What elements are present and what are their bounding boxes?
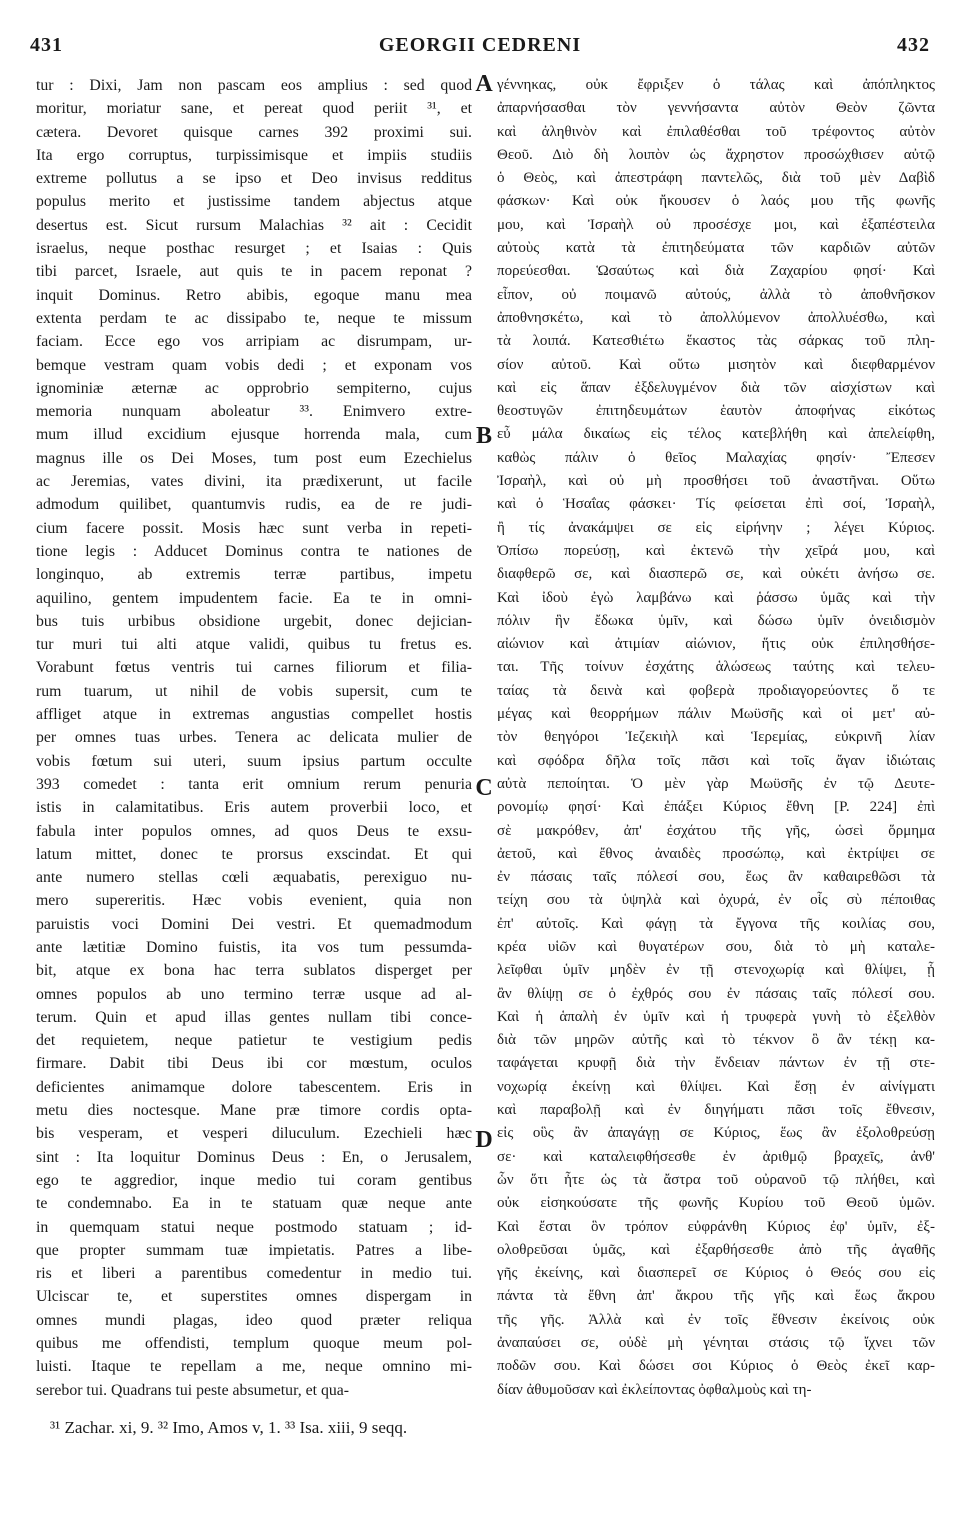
latin-text-line: tibi parcet, Israele, aut quis te in pacem reponat ? bbox=[36, 263, 472, 281]
latin-text-line: bus tuis urbibus obsidione urgebit, donec dejician- bbox=[36, 612, 472, 630]
latin-text-line: in quemquam statui neque postmodo statuam ; id- bbox=[36, 1218, 472, 1236]
greek-text-line: τὰ λοιπά. Κατεσθιέτω ἕκαστος τὰς σάρκας τοῦ πλη- bbox=[497, 333, 935, 350]
greek-text-line: μέγας καὶ θεορρήμων πάλιν Μωϋσῆς καὶ οἱ μετ' αὐ- bbox=[497, 706, 935, 723]
latin-text-line: Vorabunt fœtus ventris tui carnes filiorum et filia- bbox=[36, 659, 472, 677]
latin-text-line: fabula inter populos omnes, ad quos Deus te exsu- bbox=[36, 822, 472, 840]
latin-text-line: mum illud excidium ejusque horrenda mala, cum bbox=[36, 426, 472, 444]
latin-text-line: tione legis : Adducet Dominus contra te nationes de bbox=[36, 542, 472, 560]
latin-text-line: ac Jeremias, vates divini, ita prædixerunt, ut facile bbox=[36, 473, 472, 491]
latin-text-line: luisti. Itaque te repellam a me, neque omnino mi- bbox=[36, 1358, 472, 1376]
greek-text-line: τὸν θεηγόροι Ἰεζεκιὴλ καὶ Ἱερεμίας, εὐκρινῆ λίαν bbox=[497, 729, 935, 746]
greek-text-line: Καὶ ἰδοὺ ἐγὼ λαμβάνω καὶ ῥάσσω ὑμᾶς καὶ τὴν bbox=[497, 589, 935, 606]
greek-text-line: ἀναπαύσει σε, οὐδὲ μὴ γένηται στάσις τῷ ἴχνει τῶν bbox=[497, 1335, 935, 1352]
greek-text-line: ταίας τὰ δεινὰ καὶ φοβερὰ προδιαγορεύοντες ὅ τε bbox=[497, 682, 935, 699]
greek-text-line: καὶ ἀληθινὸν καὶ ἐπιλαθέσθαι τοῦ τρέφοντος αὐτὸν bbox=[497, 123, 935, 140]
latin-text-line: sint : Ita loquitur Dominus Deus : En, o Jerusalem, bbox=[36, 1148, 472, 1166]
latin-text-line: bis vesperam, et vesperi diluculum. Ezechieli hæc bbox=[36, 1125, 472, 1143]
greek-text-line: ρονομίῳ φησί· Καὶ ἐπάξει Κύριος ἔθνη [P. 224] ἐπὶ bbox=[497, 799, 935, 816]
greek-text-line: ἀποθνησκέτω, καὶ τὸ ἀπολλύμενον ἀπολλυέσθω, καὶ bbox=[497, 309, 935, 326]
greek-text-line: πάντα τὰ ἔθνη ἀπ' ἄκρου τῆς γῆς καὶ ἕως ἄκρου bbox=[497, 1288, 935, 1305]
running-header bbox=[30, 34, 930, 64]
greek-text-line: διαφθερῶ σε, καὶ διασπερῶ σε, καὶ οὐκέτι ἀνήσω σε. bbox=[497, 566, 935, 583]
section-marker-b: B bbox=[475, 423, 492, 449]
latin-text-line: det requietem, neque patietur te vestigium pedis bbox=[36, 1032, 472, 1050]
latin-text-line: inquit Dominus. Retro abibis, egoque manu mea bbox=[36, 286, 472, 304]
greek-text-line: Καὶ ἡ ἁπαλὴ ἐν ὑμῖν καὶ ἡ τρυφερὰ γυνὴ τὸ ἐξελθὸν bbox=[497, 1008, 935, 1025]
greek-text-line: λεῖφθαι ὑμῖν μηδὲν ἐν τῇ στενοχωρίᾳ καὶ θλίψει, ᾗ bbox=[497, 962, 935, 979]
section-marker-c: C bbox=[475, 775, 493, 801]
latin-text-line: per omnes tuas urbes. Tenera ac delicata mulier de bbox=[36, 729, 472, 747]
latin-text-line: desertus est. Sicut rursum Malachias ³² ait : Cecidit bbox=[36, 216, 472, 234]
greek-text-line: σίον αὐτοῦ. Καὶ οὕτω μισητὸν καὶ διεφθαρμένον bbox=[497, 356, 935, 373]
footnotes: ³¹ Zachar. xi, 9. ³² Imo, Amos v, 1. ³³ Isa. xiii, 9 seqq. bbox=[50, 1418, 408, 1437]
greek-text-line: πόλιν ἣν ἔδωκα ὑμῖν, καὶ δώσω ὑμῖν ὀνειδισμὸν bbox=[497, 612, 935, 629]
greek-text-line: ὁ Θεὸς, καὶ ἀπεστράφη παντελῶς, διὰ τοῦ μὲν Δαβὶδ bbox=[497, 170, 935, 187]
greek-text-line: ολοθρεῦσαι ὑμᾶς, καὶ ἐξαρθήσεσθε ἀπὸ τῆς ἀγαθῆς bbox=[497, 1241, 935, 1258]
greek-text-line: ται. Τῆς τοίνυν ἐσχάτης ἁλώσεως ταύτης καὶ τελευ- bbox=[497, 659, 935, 676]
latin-text-line: bemque vestram quam vobis dedi ; et exponam vos bbox=[36, 356, 472, 374]
greek-text-line: καὶ ὁ Ἡσαΐας φάσκει· Τίς φείσεται ἐπὶ σοί, Ἰσραὴλ, bbox=[497, 496, 935, 513]
section-marker-a: A bbox=[475, 71, 493, 97]
latin-text-line: aquilino, gentem impudentem facie. Ea te in omni- bbox=[36, 589, 472, 607]
greek-text-line: ἂν θλίψῃ σε ὁ ἐχθρός σου ἐν πάσαις ταῖς πόλεσί σου. bbox=[497, 985, 935, 1002]
greek-text-line: σε· καὶ καταλειφθήσεσθε ἐν ἀριθμῷ βραχεῖς, ἀνθ' bbox=[497, 1148, 935, 1165]
greek-text-line: καθὼς πάλιν ὁ θεῖος Μαλαχίας φησίν· Ἔπεσεν bbox=[497, 449, 935, 466]
latin-text-line: vobis fœtum sui uteri, suum ipsius partum occulte bbox=[36, 752, 472, 770]
latin-text-line: metu dies noctesque. Mane præ timore cordis opta- bbox=[36, 1102, 472, 1120]
latin-text-line: omnes populos ab uno termino terræ usque ad al- bbox=[36, 985, 472, 1003]
latin-text-line: memoria nunquam aboleatur ³³. Enimvero extre- bbox=[36, 403, 472, 421]
latin-text-line: serebor tui. Quadrans tui peste absumetur, et qua- bbox=[36, 1381, 350, 1399]
latin-text-line: latum mittet, donec te prorsus exscindat. Et qui bbox=[36, 845, 472, 863]
greek-text-line: νοχωρίᾳ ἐκείνῃ καὶ θλίψει. Καὶ ἔσῃ ἐν αἰνίγματι bbox=[497, 1078, 935, 1095]
greek-text-line: ἀετοῦ, καὶ ἔθνος ἀναιδὲς προσώπῳ, καὶ ἐκτρίψει σε bbox=[497, 845, 935, 862]
latin-text-line: quibus me offendisti, templum quoque meum pol- bbox=[36, 1335, 472, 1353]
latin-text-line: moritur, moriatur sane, et pereat quod periit ³¹, et bbox=[36, 100, 472, 118]
greek-text-line: τῆς γῆς. Ἀλλὰ καὶ ἐν τοῖς ἔθνεσιν ἐκείνοις οὐκ bbox=[497, 1311, 935, 1328]
greek-text-line: φάσκων· Καὶ οὐκ ἤκουσεν ὁ λαός μου τῆς φωνῆς bbox=[497, 193, 935, 210]
latin-text-line: extreme pollutus a se ipso et Deo invisus redditus bbox=[36, 170, 472, 188]
latin-text-line: ego te aggredior, inque medio tui coram gentibus bbox=[36, 1171, 472, 1189]
latin-text-line: cium facere possit. Mosis hæc sunt verba in repeti- bbox=[36, 519, 472, 537]
greek-text-line: δίαν ἀθυμοῦσαν καὶ ἐκλείποντας ὀφθαλμοὺς καὶ τη- bbox=[497, 1381, 812, 1398]
latin-text-line: bit, atque ex bona hac terra sublatos disperget per bbox=[36, 962, 472, 980]
latin-text-line: istis in calamitatibus. Eris autem proverbii loco, et bbox=[36, 799, 472, 817]
latin-text-line: ante numero stellas cœli æquabatis, perexiguo nu- bbox=[36, 869, 472, 887]
page-number-left: 431 bbox=[30, 34, 63, 56]
greek-text-line: εἰς οὓς ἂν ἀπαγάγῃ σε Κύριος, ἕως ἂν ἐξολοθρεύσῃ bbox=[497, 1125, 935, 1142]
greek-text-line: ὧν ὅτι ἦτε ὡς τὰ ἄστρα τοῦ οὐρανοῦ τῷ πλήθει, καὶ bbox=[497, 1171, 935, 1188]
latin-text-line: longinquo, ab extremis terræ partibus, impetu bbox=[36, 566, 472, 584]
greek-text-line: κρέα υἱῶν καὶ θυγατέρων σου, διὰ τὸ μὴ καταλε- bbox=[497, 938, 935, 955]
latin-text-line: rum tuarum, ut nihil de vobis supersit, cum te bbox=[36, 682, 472, 700]
page-number-right: 432 bbox=[897, 34, 930, 56]
greek-text-line: εἶπον, οὐ ποιμανῶ αὐτούς, ἀλλὰ τὸ ἀποθνῆσκον bbox=[497, 286, 935, 303]
greek-text-line: ταφάγεται κρυφῇ διὰ τὴν ἔνδειαν πάντων ἐν τῇ στε- bbox=[497, 1055, 935, 1072]
latin-text-line: cætera. Devoret quisque carnes 392 proximi sui. bbox=[36, 123, 472, 141]
greek-text-line: τείχη σου τὰ ὑψηλὰ καὶ ὀχυρά, ἐν οἷς σὺ πέποιθας bbox=[497, 892, 935, 909]
greek-text-line: αὐτοὺς κατὰ τὰ ἐπιτηδεύματα τῶν καρδιῶν αὐτῶν bbox=[497, 240, 935, 257]
latin-text-line: terum. Quin et apud illas gentes nullam tibi conce- bbox=[36, 1008, 472, 1026]
latin-text-line: Ita ergo corruptus, turpissimisque et impiis studiis bbox=[36, 146, 472, 164]
greek-column bbox=[497, 74, 935, 1402]
latin-text-line: admodum quilibet, quantumvis rudis, ea de re judi- bbox=[36, 496, 472, 514]
greek-text-line: αἰώνιον καὶ ἀτιμίαν αἰώνιον, ἥτις οὐκ ἐπιλησθήσε- bbox=[497, 636, 935, 653]
greek-text-line: σὲ μακρόθεν, ἀπ' ἐσχάτου τῆς γῆς, ὡσεὶ ὅρμημα bbox=[497, 822, 935, 839]
greek-text-line: καὶ παραβολῇ καὶ ἐν διηγήματι πᾶσι τοῖς ἔθνεσιν, bbox=[497, 1102, 935, 1119]
greek-text-line: θεοστυγῶν ἐπιτηδευμάτων ἑαυτὸν ἀποφήνας εἰκότως bbox=[497, 403, 935, 420]
greek-text-line: αὐτὰ πεποίηται. Ὁ μὲν γὰρ Μωϋσῆς ἐν τῷ Δευτε- bbox=[497, 775, 935, 792]
greek-text-line: Θεοῦ. Διὸ δὴ λοιπὸν ὡς ἄχρηστον προσώχθισεν αὐτῷ bbox=[497, 146, 935, 163]
latin-text-line: affliget atque in extremas angustias compellet hostis bbox=[36, 706, 472, 724]
latin-text-line: omnes mundi plagas, ideo quod præter reliqua bbox=[36, 1311, 472, 1329]
greek-text-line: διὰ τῶν μηρῶν αὐτῆς καὶ τὸ τέκνον ὃ ἂν τέκῃ κα- bbox=[497, 1032, 935, 1049]
latin-text-line: 393 comedet : tanta erit omnium rerum penuria bbox=[36, 775, 472, 793]
greek-text-line: πορεύεσθαι. Ὡσαύτως καὶ διὰ Ζαχαρίου φησί· Καὶ bbox=[497, 263, 935, 280]
latin-text-line: israelus, neque posthac resurget ; et Isaias : Quis bbox=[36, 240, 472, 258]
greek-text-line: εὖ μάλα δικαίως εἰς τέλος κατεβλήθη καὶ ἀπελείφθη, bbox=[497, 426, 935, 443]
greek-text-line: Ὀπίσω πορεύσῃ, καὶ ἐκτενῶ τὴν χεῖρά μου, καὶ bbox=[497, 542, 935, 559]
greek-text-line: μου, καὶ Ἰσραὴλ οὐ προσέσχε μοι, καὶ ἐξαπέστειλα bbox=[497, 216, 935, 233]
latin-text-line: paruistis voci Domini Dei vestri. Et quemadmodum bbox=[36, 915, 472, 933]
greek-text-line: καὶ εἰς ἅπαν ἐξδελυγμένον διὰ τῶν αἰσχίστων καὶ bbox=[497, 379, 935, 396]
latin-text-line: mero supereritis. Hæc vobis evenient, quia non bbox=[36, 892, 472, 910]
greek-text-line: ποδῶν σου. Καὶ δώσει σοι Κύριος ὁ Θεὸς ἐκεῖ καρ- bbox=[497, 1358, 935, 1375]
latin-text-line: te condemnabo. Ea in te statuam quæ neque ante bbox=[36, 1195, 472, 1213]
latin-text-line: populus merito et justissime tandem abjectus atque bbox=[36, 193, 472, 211]
section-marker-d: D bbox=[475, 1127, 493, 1153]
greek-text-line: ἢ τίς ἀνακάμψει σε εἰς εἰρήνην ; λέγει Κύριος. bbox=[497, 519, 935, 536]
latin-text-line: ris et liberi a parentibus comedentur in medio tui. bbox=[36, 1265, 472, 1283]
latin-text-line: ignominiæ æternæ ac opprobrio sempiterno, cujus bbox=[36, 379, 472, 397]
running-title: GEORGII CEDRENI bbox=[378, 34, 582, 56]
greek-text-line: γῆς ἐκείνης, καὶ διασπερεῖ σε Κύριος ὁ Θεός σου εἰς bbox=[497, 1265, 935, 1282]
greek-text-line: ἀπαρνήσασθαι τὸν γεννήσαντα αὐτὸν Θεὸν ζῶντα bbox=[497, 100, 935, 117]
latin-text-line: Ulciscar te, et superstites omnes dispergam in bbox=[36, 1288, 472, 1306]
latin-text-line: extenta perdam te ac dissipabo te, neque te missum bbox=[36, 309, 472, 327]
greek-text-line: ἐπ' αὐτοῖς. Καὶ φάγῃ τὰ ἔγγονα τῆς κοιλίας σου, bbox=[497, 915, 935, 932]
greek-text-line: ἐν πάσαις ταῖς πόλεσί σου, ἕως ἂν καθαιρεθῶσι τὰ bbox=[497, 869, 935, 886]
greek-text-line: οὐκ εἰσηκούσατε τῆς φωνῆς Κυρίου τοῦ Θεοῦ ὑμῶν. bbox=[497, 1195, 935, 1212]
latin-text-line: faciam. Ecce ego vos arripiam ac disrumpam, ur- bbox=[36, 333, 472, 351]
latin-text-line: magnus ille os Dei Moses, tum post eum Ezechielus bbox=[36, 449, 472, 467]
latin-text-line: tur : Dixi, Jam non pascam eos amplius : sed quod bbox=[36, 77, 472, 94]
greek-text-line: Ἰσραὴλ, καὶ οὐ μὴ προσθήσει τοῦ ἀναστῆναι. Οὕτω bbox=[497, 473, 935, 490]
latin-text-line: tur muri tui alti atque validi, quibus tu fretus es. bbox=[36, 636, 472, 654]
latin-text-line: que propter summam tuæ impietatis. Patres a libe- bbox=[36, 1241, 472, 1259]
greek-text-line: Καὶ ἔσται ὃν τρόπον εὐφράνθη Κύριος ἐφ' ὑμῖν, ἐξ- bbox=[497, 1218, 935, 1235]
latin-text-line: deficientes animamque dolore tabescentem. Eris in bbox=[36, 1078, 472, 1096]
latin-text-line: ante lætitiæ Domino fuistis, ita vos tum pessumda- bbox=[36, 938, 472, 956]
greek-text-line: γέννηκας, οὐκ ἔφριξεν ὁ τάλας καὶ ἀπόπληκτος bbox=[497, 77, 935, 93]
latin-text-line: firmare. Dabit tibi Deus ibi cor mœstum, oculos bbox=[36, 1055, 472, 1073]
latin-column bbox=[36, 74, 472, 1402]
greek-text-line: καὶ σφόδρα δῆλα τοῖς πᾶσι καὶ τοῖς ἄγαν ἰδιώταις bbox=[497, 752, 935, 769]
